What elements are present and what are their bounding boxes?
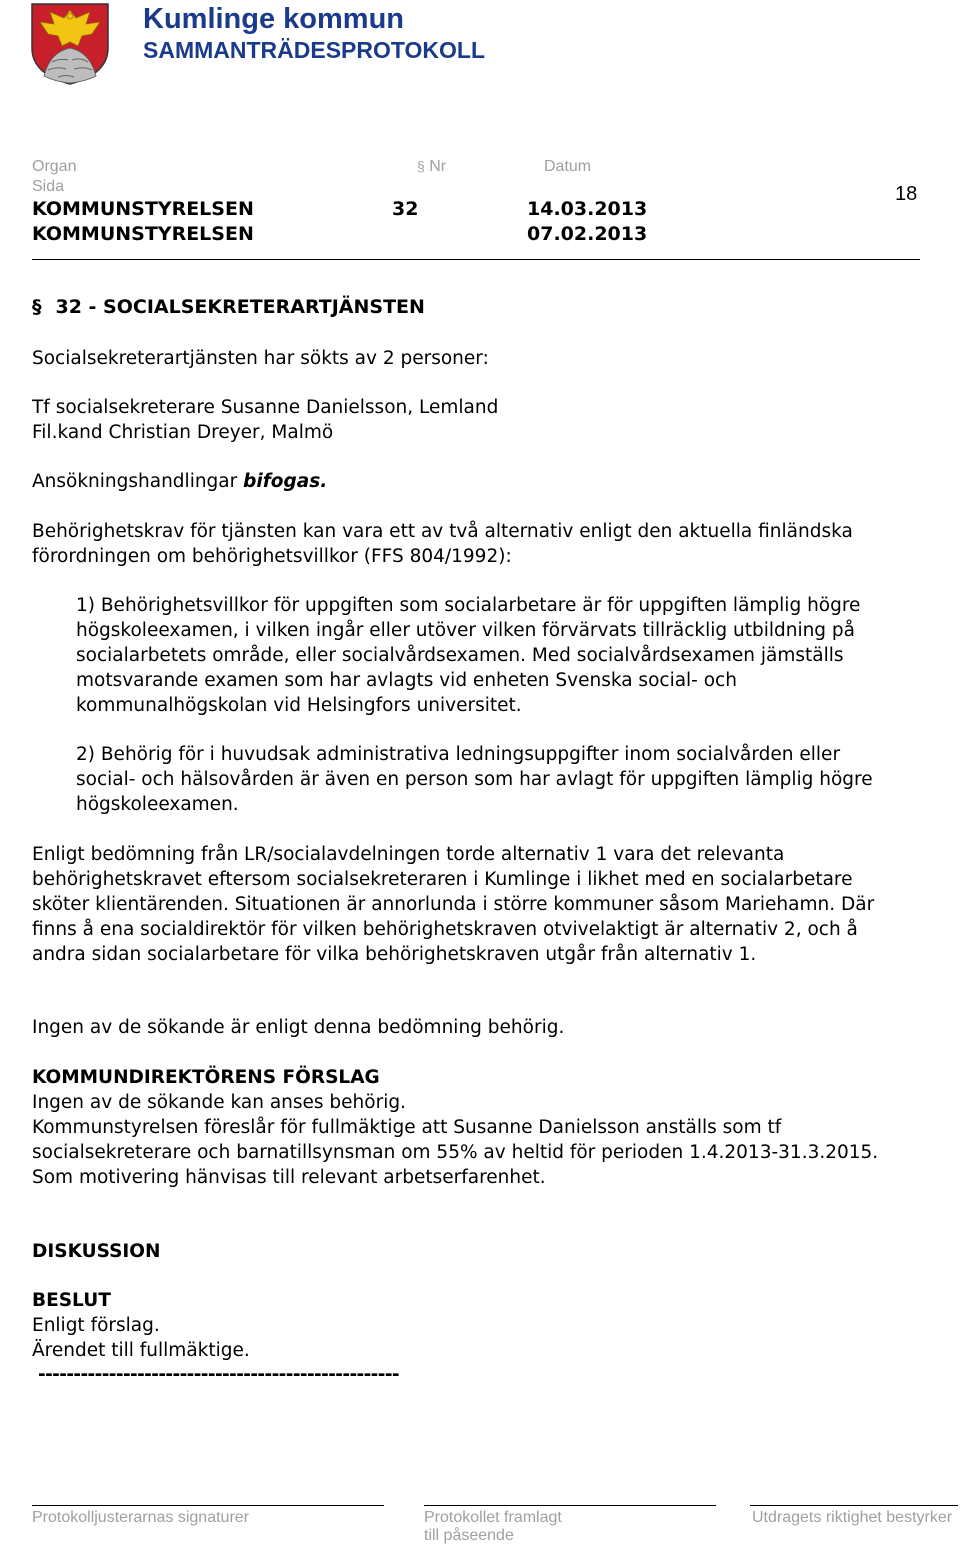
municipality-name: Kumlinge kommun <box>143 3 405 35</box>
section-sign-icon: § <box>417 158 425 174</box>
applicant-2: Fil.kand Christian Dreyer, Malmö <box>32 422 334 443</box>
page-number: 18 <box>895 183 918 205</box>
separator-line: --------------------------------------------------- <box>38 1364 399 1385</box>
decision-line-2: Ärendet till fullmäktige. <box>32 1340 250 1361</box>
applicant-1: Tf socialsekreterare Susanne Danielsson, Lemland <box>32 397 499 418</box>
meta-organ-1: KOMMUNSTYRELSEN <box>32 198 254 220</box>
footer-presented-1: Protokollet framlagt <box>424 1509 562 1526</box>
requirements-intro: Behörighetskrav för tjänsten kan vara ett av två alternativ enligt den aktuella finländska förordningen om behörighetsvillkor (FFS 804/1992): <box>32 521 853 567</box>
footer-certified: Utdragets riktighet bestyrker <box>752 1509 953 1526</box>
footer-divider-left <box>32 1505 384 1506</box>
meta-organ-2: KOMMUNSTYRELSEN <box>32 223 254 245</box>
section-heading <box>32 296 425 318</box>
label-sida: Sida <box>32 178 65 195</box>
coat-of-arms-icon <box>30 2 110 86</box>
header-divider <box>32 259 920 260</box>
proposal-heading: KOMMUNDIREKTÖRENS FÖRSLAG <box>32 1067 380 1088</box>
footer-divider-middle <box>424 1505 716 1506</box>
decision-line-1: Enligt förslag. <box>32 1315 160 1336</box>
footer-divider-right <box>750 1505 958 1506</box>
proposal-line-1: Ingen av de sökande kan anses behörig. <box>32 1092 406 1113</box>
coat-of-arms <box>30 2 110 86</box>
section-symbol: § <box>32 296 42 318</box>
label-organ: Organ <box>32 158 77 175</box>
attachments-emphasis: bifogas. <box>243 471 328 492</box>
alternative-2: 2) Behörig för i huvudsak administrativa ledningsuppgifter inom socialvården eller social- och hälsovården är även en person som har avlagt för uppgiften lämplig högre högskoleexamen. <box>76 744 873 815</box>
attachments-line <box>32 469 327 494</box>
discussion-heading: DISKUSSION <box>32 1241 161 1262</box>
proposal-line-2: Kommunstyrelsen föreslår för fullmäktige att Susanne Danielsson anställs som tf socialsekreterare och barnatillsynsman om 55% av heltid för perioden 1.4.2013-31.3.2015. <box>32 1117 879 1163</box>
proposal-line-3: Som motivering hänvisas till relevant arbetserfarenhet. <box>32 1167 546 1188</box>
conclusion: Ingen av de sökande är enligt denna bedömning behörig. <box>32 1017 565 1038</box>
label-nr-text: Nr <box>429 158 447 175</box>
label-nr <box>417 158 446 176</box>
meta-nr-1: 32 <box>392 198 419 220</box>
footer-presented-2: till påseende <box>424 1527 514 1544</box>
proposal-body <box>32 1090 892 1190</box>
decision-heading: BESLUT <box>32 1290 111 1311</box>
label-datum: Datum <box>544 158 592 175</box>
alternative-1: 1) Behörighetsvillkor för uppgiften som socialarbetare är för uppgiften lämplig högre högskoleexamen, i vilken ingår eller utöver vilken förvärvats tillräcklig utbildning på socialarbetets område, eller socialvårdsexamen. Med socialvårdsexamen jämställs motsvarande examen som har avlagts vid enheten Svenska social- och kommunalhögskolan vid Helsingfors universitet. <box>76 595 861 716</box>
meta-datum-2: 07.02.2013 <box>527 223 648 245</box>
section-title: 32 - SOCIALSEKRETERARTJÄNSTEN <box>55 296 425 318</box>
attachments-prefix: Ansökningshandlingar <box>32 471 238 492</box>
document-type: SAMMANTRÄDESPROTOKOLL <box>143 37 486 63</box>
footer-signatures: Protokolljusterarnas signaturer <box>32 1509 249 1526</box>
applied-intro: Socialsekreterartjänsten har sökts av 2 personer: <box>32 348 489 369</box>
meta-datum-1: 14.03.2013 <box>527 198 648 220</box>
assessment: Enligt bedömning från LR/socialavdelningen torde alternativ 1 vara det relevanta behörighetskravet eftersom socialsekreteraren i Kumlinge i likhet med en socialarbetare sköter klientärenden. Situationen är annorlunda i större kommuner såsom Mariehamn. Där finns å ena socialdirektör för vilken behörighetskraven otvivelaktigt är alternativ 2, och å andra sidan socialarbetare för vilka behörighetskraven utgår från alternativ 1. <box>32 844 875 965</box>
